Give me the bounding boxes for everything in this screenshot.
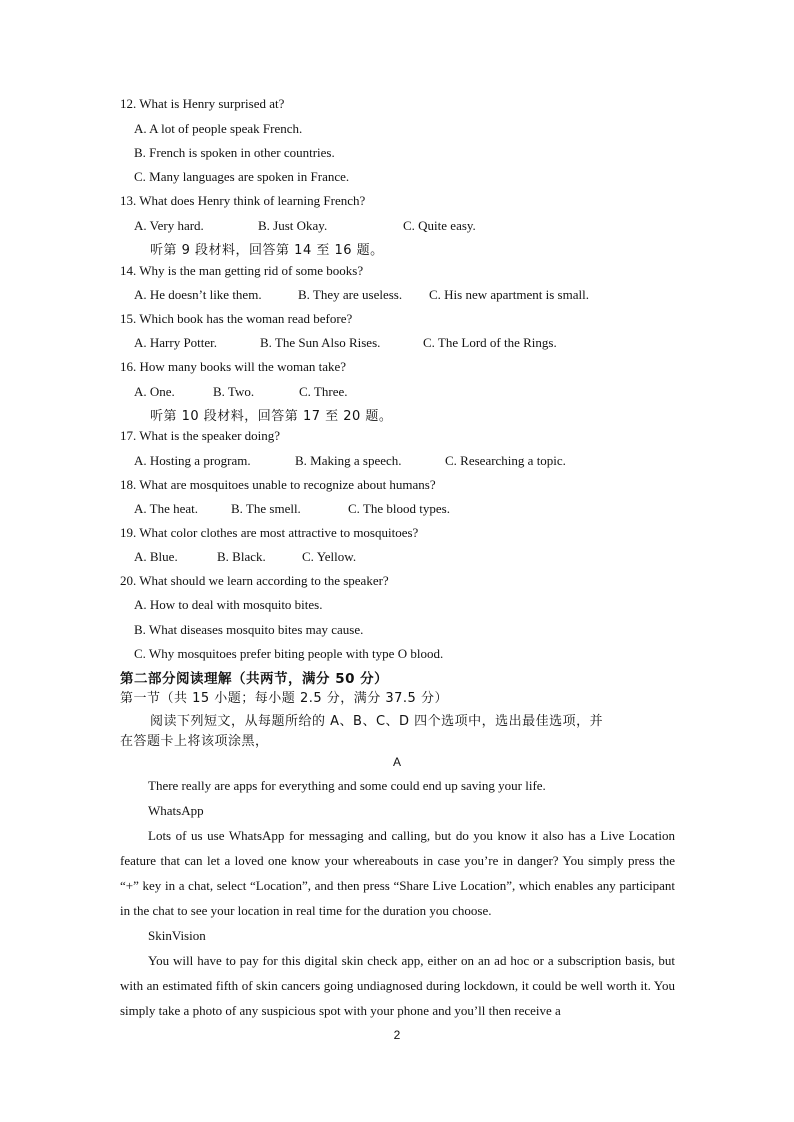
passage-paragraph-whatsapp: Lots of us use WhatsApp for messaging and calling, but do you know it also has a Live Location feature that can let a loved one know your whereabouts in case you’re in danger? You simply press the “+” key in a chat, select “Location”, and then press “Share Live Location”, which enables any participant in the chat to see your location in real time for the duration you choose. [120,828,675,918]
option-17a: A. Hosting a program. [134,453,251,468]
option-16b: B. Two. [213,384,255,399]
question-20: 20. What should we learn according to the speaker? [120,573,389,588]
option-14b: B. They are useless. [298,287,403,302]
passage-intro: There really are apps for everything and some could end up saving your life. [148,778,546,793]
passage-heading-skinvision: SkinVision [148,928,206,943]
option-18c: C. The blood types. [348,501,450,516]
question-18: 18. What are mosquitoes unable to recognize about humans? [120,477,436,492]
instruction-segment-10: 听第 10 段材料，回答第 17 至 20 题。 [150,409,393,424]
question-16: 16. How many books will the woman take? [120,359,347,374]
option-12b: B. French is spoken in other countries. [134,145,335,160]
option-13b: B. Just Okay. [258,218,328,233]
option-20b: B. What diseases mosquito bites may cause. [134,622,364,637]
instruction-segment-9: 听第 9 段材料，回答第 14 至 16 题。 [150,243,384,258]
question-15: 15. Which book has the woman read before? [120,311,353,326]
passage-heading-whatsapp: WhatsApp [148,803,204,818]
option-14a: A. He doesn’t like them. [134,287,262,302]
option-13c: C. Quite easy. [403,218,476,233]
option-17c: C. Researching a topic. [445,453,566,468]
option-19b: B. Black. [217,549,266,564]
passage-paragraph-skinvision: You will have to pay for this digital skin check app, either on an ad hoc or a subscription basis, but with an estimated fifth of skin cancers going undiagnosed during lockdown, it could be well worth it. You simply take a photo of any suspicious spot with your phone and you’ll then receive a [120,953,675,1018]
option-14c: C. His new apartment is small. [429,287,589,302]
question-13: 13. What does Henry think of learning French? [120,193,366,208]
directions-line-2: 在答题卡上将该项涂黑， [120,734,269,749]
option-18b: B. The smell. [231,501,301,516]
page-number: 2 [393,1028,401,1042]
option-20a: A. How to deal with mosquito bites. [134,597,323,612]
option-15a: A. Harry Potter. [134,335,218,350]
question-12: 12. What is Henry surprised at? [120,96,285,111]
option-15b: B. The Sun Also Rises. [260,335,381,350]
question-17: 17. What is the speaker doing? [120,428,281,443]
option-12a: A. A lot of people speak French. [134,121,303,136]
option-19a: A. Blue. [134,549,178,564]
passage-label: A [392,755,401,769]
option-20c: C. Why mosquitoes prefer biting people with type O blood. [134,646,444,661]
option-12c: C. Many languages are spoken in France. [134,169,350,184]
option-17b: B. Making a speech. [295,453,402,468]
option-13a: A. Very hard. [134,218,204,233]
part2-title: 第二部分阅读理解（共两节，满分 50 分） [120,671,389,687]
option-16a: A. One. [134,384,175,399]
question-19: 19. What color clothes are most attractive to mosquitoes? [120,525,419,540]
option-19c: C. Yellow. [302,549,357,564]
option-16c: C. Three. [299,384,348,399]
section1-title: 第一节（共 15 小题；每小题 2.5 分，满分 37.5 分） [120,691,448,706]
option-15c: C. The Lord of the Rings. [423,335,557,350]
option-18a: A. The heat. [134,501,199,516]
directions-line-1: 阅读下列短文，从每题所给的 A、B、C、D 四个选项中，选出最佳选项，并 [150,714,604,729]
question-14: 14. Why is the man getting rid of some books? [120,263,364,278]
